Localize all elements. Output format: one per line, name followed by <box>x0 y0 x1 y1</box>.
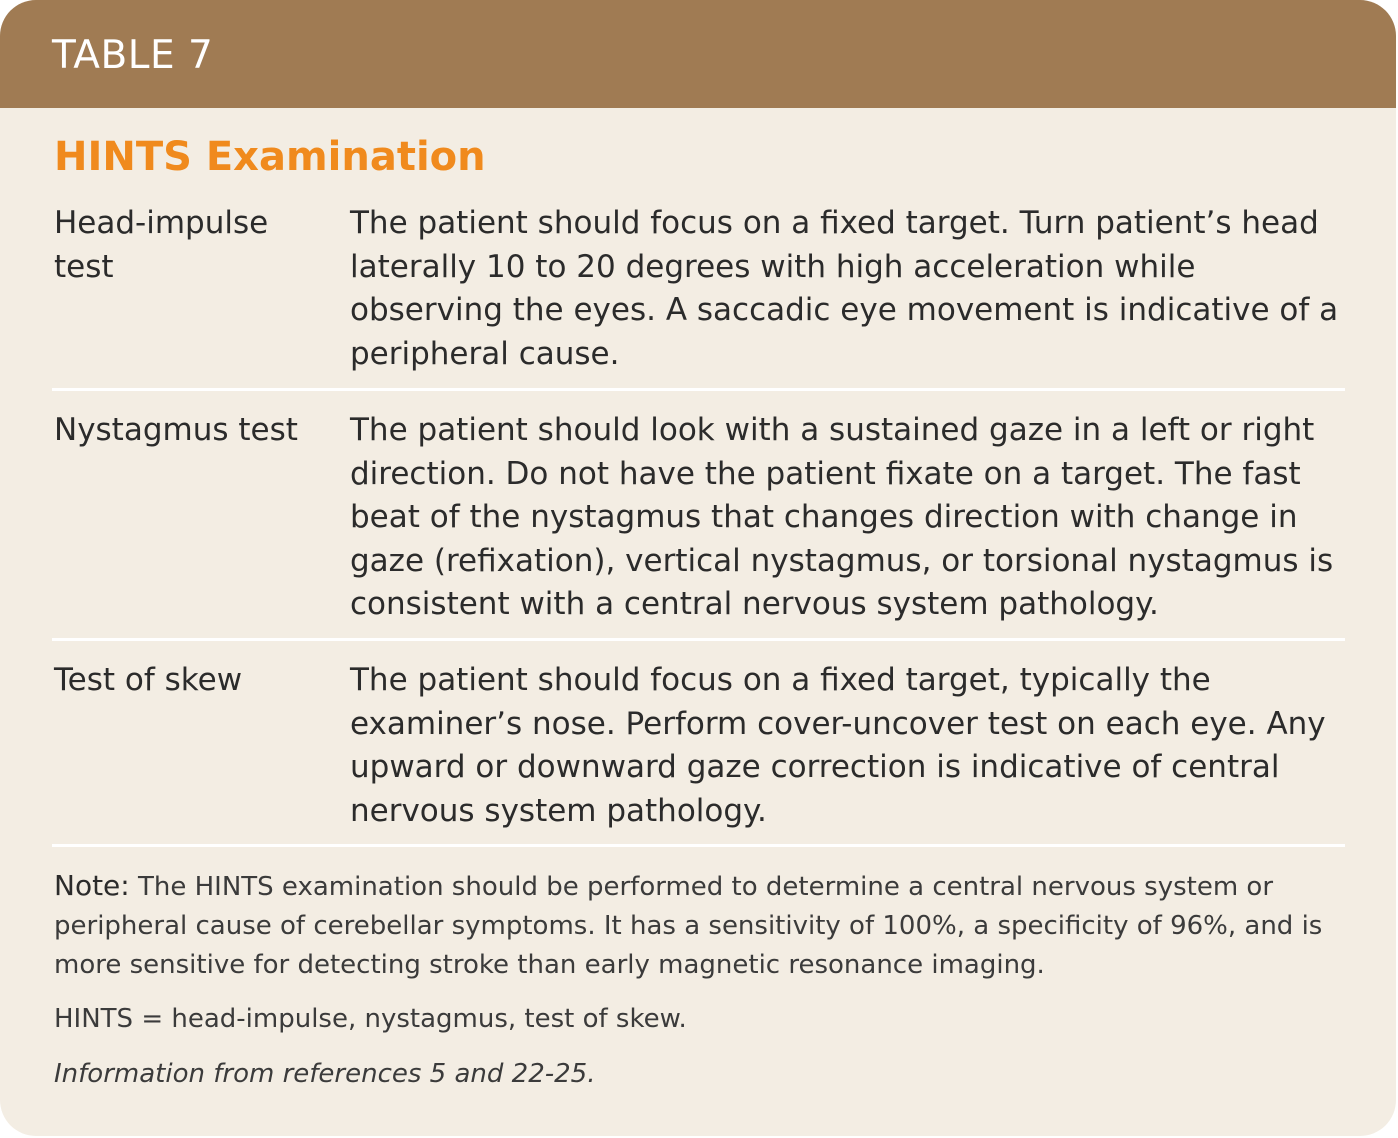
row-divider <box>52 638 1345 641</box>
row-divider <box>52 844 1345 847</box>
row-description: The patient should focus on a fixed target. Turn patient’s head laterally 10 to 20 degrees with high acceleration while observing the eyes. A saccadic eye movement is indicative of a peripheral cause. <box>350 205 1339 372</box>
row-term: Head-impulse test <box>54 205 269 285</box>
table-number-label: TABLE 7 <box>52 33 214 78</box>
source-citation: Information from references 5 and 22-25. <box>54 1059 596 1089</box>
row-description: The patient should focus on a fixed target, typically the examiner’s nose. Perform cover-uncover test on each eye. Any upward or downward gaze correction is indicative of central nervous system pathology. <box>350 662 1326 829</box>
row-term: Test of skew <box>54 662 243 698</box>
note-label: Note: <box>54 869 130 902</box>
note-text: The HINTS examination should be performed to determine a central nervous system or peripheral cause of cerebellar symptoms. It has a sensitivity of 100%, a specificity of 96%, and is more sensitive for detecting stroke than early magnetic resonance imaging. <box>54 872 1323 980</box>
row-term: Nystagmus test <box>54 412 298 448</box>
table-header-bar <box>0 0 1396 108</box>
abbreviation-key: HINTS = head-impulse, nystagmus, test of skew. <box>54 1004 687 1034</box>
row-divider <box>52 388 1345 391</box>
row-description: The patient should look with a sustained gaze in a left or right direction. Do not have the patient fixate on a target. The fast beat of the nystagmus that changes direction with change in gaze (refixation), vertical nystagmus, or torsional nystagmus is consistent with a central nervous system pathology. <box>350 412 1334 622</box>
table-title: HINTS Examination <box>54 134 486 180</box>
table-note <box>54 866 1354 985</box>
